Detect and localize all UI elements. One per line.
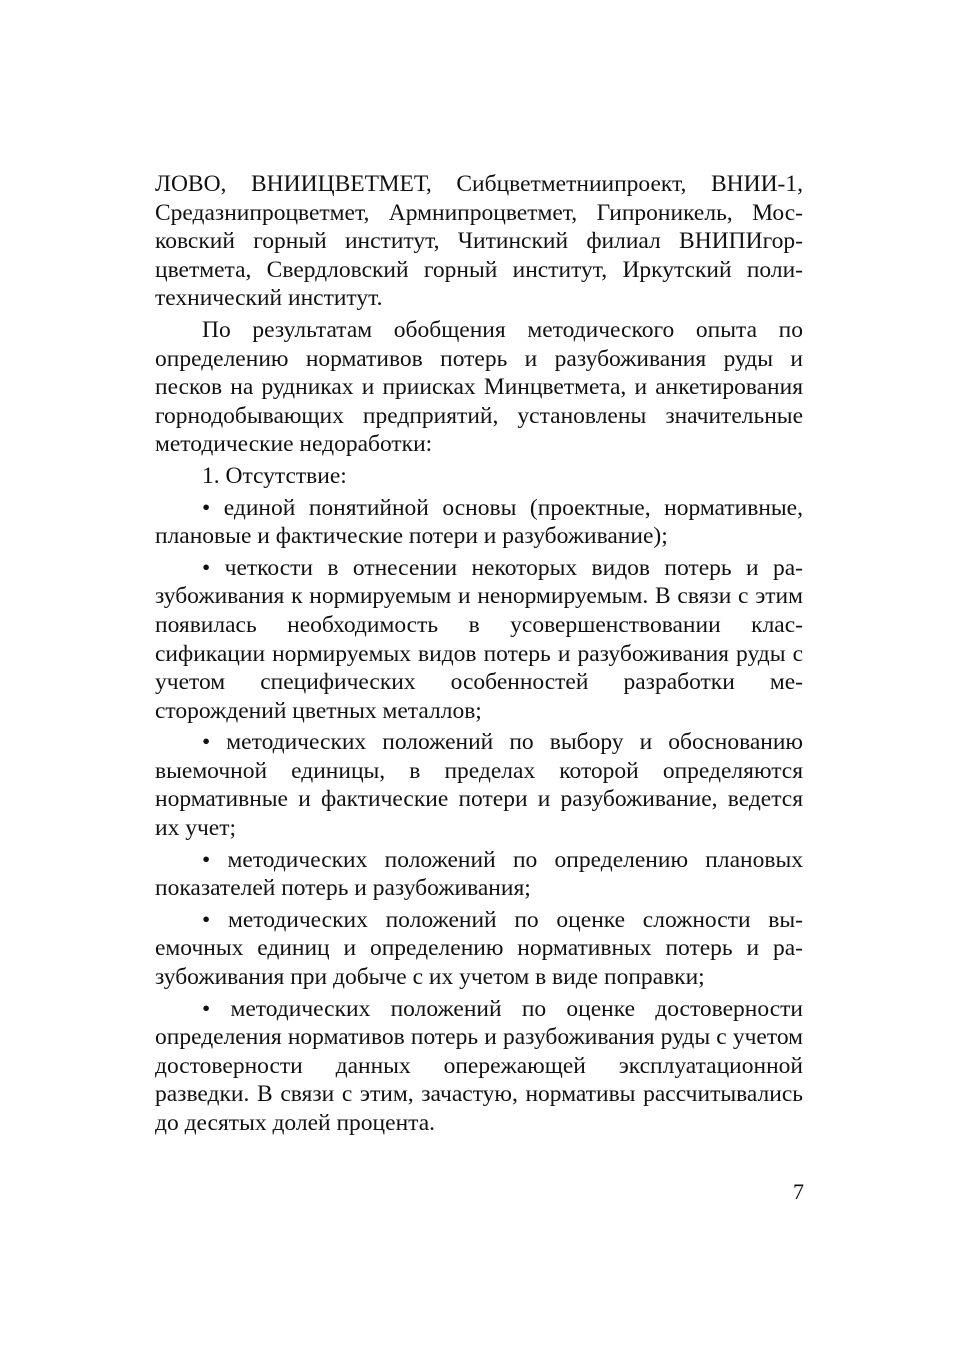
paragraph-summary: По результатам обобщения методического опыта по определению нормативов потерь и разубоживания руды и песков на рудниках и приисках Минцветмета, и анкетирования горнодобывающих предприятий, установлены значительные методические недоработки: (155, 316, 803, 458)
page-body (155, 170, 803, 1138)
list-item: • методических положений по оценке сложности выемочных единиц и определению нормативных потерь и разубоживания при добыче с их учетом в виде поправки; (155, 906, 803, 991)
list-item: • методических положений по определению плановых показателей потерь и разубоживания; (155, 846, 803, 902)
list-item: • единой понятийной основы (проектные, нормативные, плановые и фактические потери и разубоживание); (155, 494, 803, 550)
list-heading: 1. Отсутствие: (202, 462, 347, 489)
list-item: • четкости в отнесении некоторых видов потерь и разубоживания к нормируемым и ненормируемым. В связи с этим появилась необходимость в усовершенствовании классификации нормируемых видов потерь и разубоживания руды с учетом специфических особенностей разработки месторождений цветных металлов; (155, 554, 803, 724)
list-item: • методических положений по выбору и обоснованию выемочной единицы, в пределах которой определяются нормативные и фактические потери и разубоживание, ведется их учет; (155, 729, 803, 842)
list-item: • методических положений по оценке достоверности определения нормативов потерь и разубоживания руды с учетом достоверности данных опережающей эксплуатационной разведки. В связи с этим, зачастую, нормативы рассчитывались до десятых долей процента. (155, 995, 803, 1136)
paragraph-organizations-list: ЛОВО, ВНИИЦВЕТМЕТ, Сибцветметниипроект, ВНИИ-1, Средазнипроцветмет, Армнипроцветмет, Гипроникель, Московский горный институт, Читинский филиал ВНИПИгорцветмета, Свердловский горный институт, Иркутский политехнический институт. (155, 171, 803, 312)
page-number: 7 (793, 1179, 804, 1204)
